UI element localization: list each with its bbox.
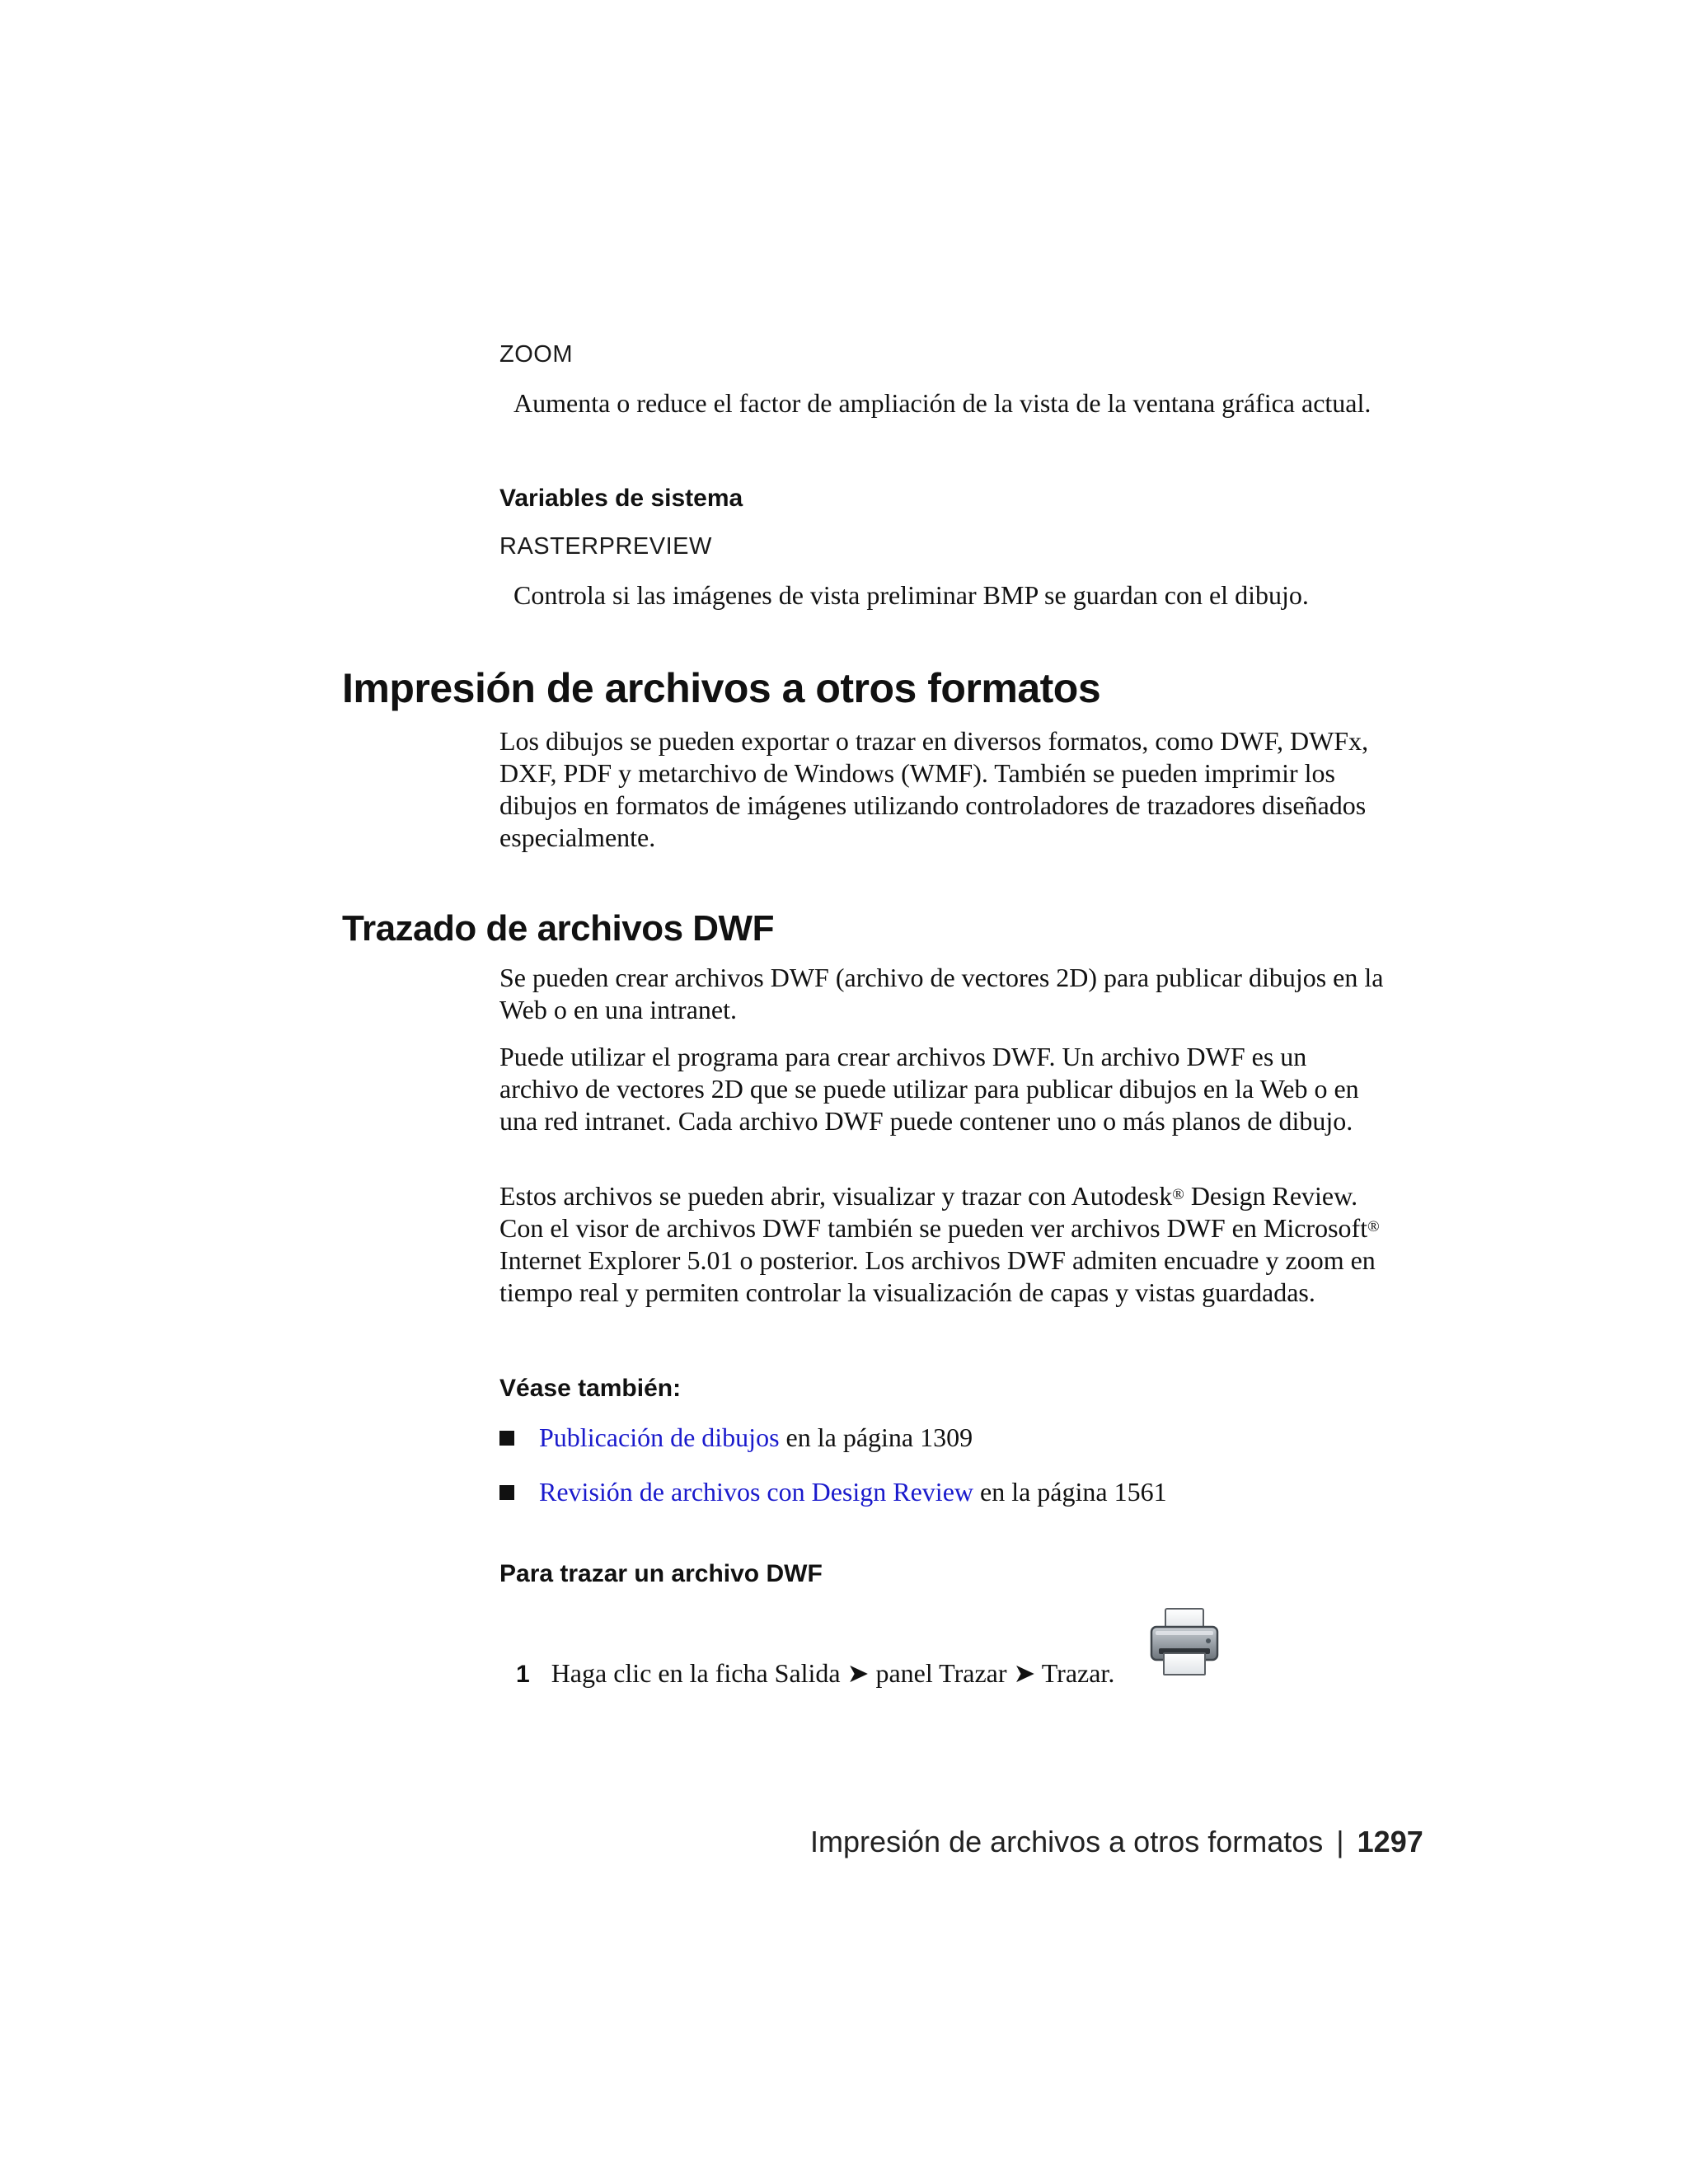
dwf-paragraph-3-part1: Estos archivos se pueden abrir, visualizar y trazar con Autodesk — [499, 1181, 1173, 1211]
list-item — [499, 1477, 1167, 1507]
link-revision-design-review[interactable]: Revisión de archivos con Design Review — [539, 1477, 973, 1507]
link-page-ref: en la página 1561 — [973, 1477, 1167, 1507]
link-publicacion-dibujos[interactable]: Publicación de dibujos — [539, 1422, 780, 1452]
dwf-paragraph-3-part2: Design Review. Con el visor de archivos DWF también se pueden ver archivos DWF en Microsoft — [499, 1181, 1368, 1243]
variable-description-rasterpreview: Controla si las imágenes de vista preliminar BMP se guardan con el dibujo. — [513, 580, 1309, 610]
bullet-square-icon — [499, 1431, 514, 1446]
page-footer — [810, 1825, 1423, 1859]
page-number: 1297 — [1357, 1825, 1423, 1858]
dwf-paragraph-1: Se pueden crear archivos DWF (archivo de vectores 2D) para publicar dibujos en la Web o en una intranet. — [499, 963, 1384, 1024]
registered-mark: ® — [1367, 1218, 1380, 1236]
variable-name-rasterpreview: RASTERPREVIEW — [499, 533, 712, 560]
section-paragraph-print-formats: Los dibujos se pueden exportar o trazar en diversos formatos, como DWF, DWFx, DXF, PDF y metarchivo de Windows (WMF). También se pueden imprimir los dibujos en formatos de imágenes utilizando controladores de trazadores diseñados especialmente. — [499, 726, 1369, 852]
step-number: 1 — [516, 1661, 530, 1688]
system-variables-heading: Variables de sistema — [499, 485, 743, 512]
printer-icon-svg — [1147, 1605, 1221, 1680]
section-title-dwf-plot: Trazado de archivos DWF — [342, 908, 774, 949]
registered-mark: ® — [1172, 1186, 1184, 1204]
step-text: Haga clic en la ficha Salida ➤ panel Trazar ➤ Trazar. — [551, 1658, 1115, 1688]
link-page-ref: en la página 1309 — [779, 1422, 973, 1452]
footer-title: Impresión de archivos a otros formatos — [810, 1825, 1324, 1858]
dwf-paragraph-3-part3: Internet Explorer 5.01 o posterior. Los archivos DWF admiten encuadre y zoom en tiempo real y permiten controlar la visualización de capas y vistas guardadas. — [499, 1245, 1376, 1307]
dwf-paragraph-2: Puede utilizar el programa para crear archivos DWF. Un archivo DWF es un archivo de vectores 2D que se puede utilizar para publicar dibujos en la Web o en una red intranet. Cada archivo DWF puede contener uno o más planos de dibujo. — [499, 1042, 1359, 1136]
command-name-zoom: ZOOM — [499, 341, 573, 368]
footer-separator: | — [1336, 1825, 1344, 1858]
procedure-step — [516, 1657, 1114, 1689]
list-item — [499, 1422, 973, 1453]
bullet-square-icon — [499, 1485, 514, 1500]
dwf-paragraph-3 — [499, 1180, 1394, 1309]
procedure-heading: Para trazar un archivo DWF — [499, 1560, 823, 1587]
section-title-print-formats: Impresión de archivos a otros formatos — [342, 665, 1101, 711]
printer-icon[interactable] — [1147, 1605, 1221, 1680]
see-also-heading: Véase también: — [499, 1375, 682, 1402]
command-description-zoom: Aumenta o reduce el factor de ampliación de la vista de la ventana gráfica actual. — [513, 388, 1372, 418]
